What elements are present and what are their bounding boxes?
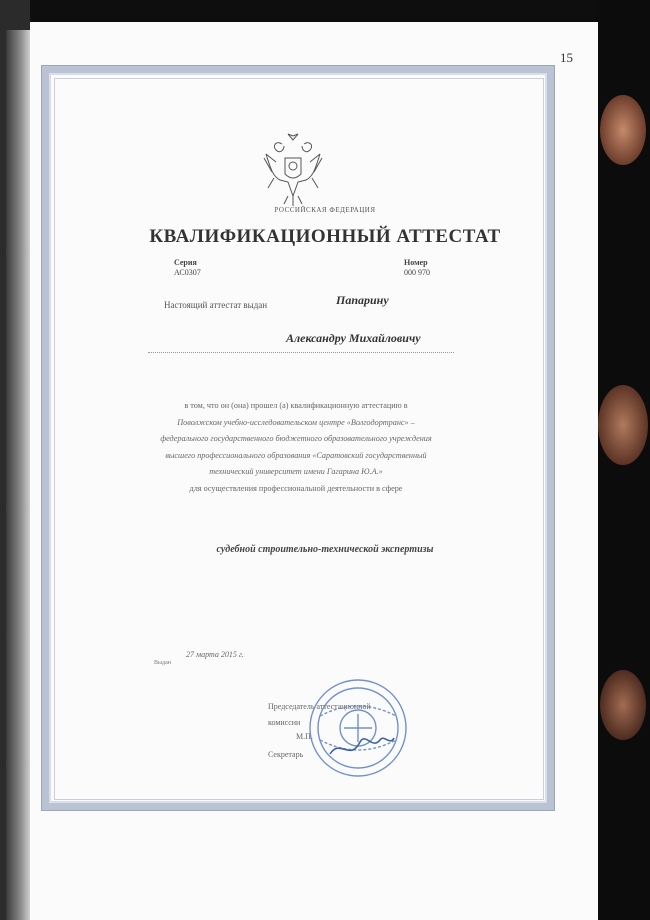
- certificate-title: КВАЛИФИКАЦИОННЫЙ АТТЕСТАТ: [149, 226, 501, 247]
- divider-line: [148, 352, 454, 353]
- body-line: технический университет имени Гагарина Ю.А.»: [209, 467, 383, 477]
- body-line: в том, что он (она) прошел (а) квалификационную аттестацию в: [184, 401, 408, 410]
- round-seal-stamp-icon: [306, 676, 410, 780]
- chair-label-line1: Председатель аттестационной: [268, 702, 371, 711]
- body-line: федерального государственного бюджетного образовательного учреждения: [160, 434, 432, 444]
- number-label: Номер: [404, 258, 428, 267]
- chair-label-line2: комиссии: [268, 718, 301, 727]
- finger-shadow: [600, 670, 646, 740]
- issued-to-label: Настоящий аттестат выдан: [164, 300, 268, 310]
- issue-date: 27 марта 2015 г.: [186, 650, 244, 659]
- number-value: 000 970: [404, 268, 430, 277]
- recipient-given-names: Александру Михайловичу: [286, 331, 421, 345]
- series-label: Серия: [174, 258, 197, 267]
- seal-label: М.П.: [296, 732, 313, 741]
- secretary-label: Секретарь: [268, 750, 304, 759]
- recipient-surname: Папарину: [336, 293, 389, 307]
- certificate-body: [96, 398, 496, 498]
- country-heading: РОССИЙСКАЯ ФЕДЕРАЦИЯ: [274, 206, 376, 214]
- issued-label: Выдан: [154, 660, 171, 666]
- body-line: для осуществления профессиональной деятельности в сфере: [189, 483, 403, 493]
- coat-of-arms-emblem-icon: [258, 132, 328, 208]
- finger-shadow: [598, 385, 648, 465]
- page-number: 15: [560, 50, 573, 65]
- body-line: Поволжском учебно-исследовательском центре «Волгодортранс» –: [177, 417, 415, 427]
- series-value: АС0307: [174, 268, 201, 277]
- body-line: высшего профессионального образования «Саратовский государственный: [165, 450, 427, 460]
- finger-shadow: [600, 95, 646, 165]
- expertise-field: судебной строительно-технической экспертизы: [216, 544, 434, 555]
- book-spine-shadow: [6, 30, 30, 920]
